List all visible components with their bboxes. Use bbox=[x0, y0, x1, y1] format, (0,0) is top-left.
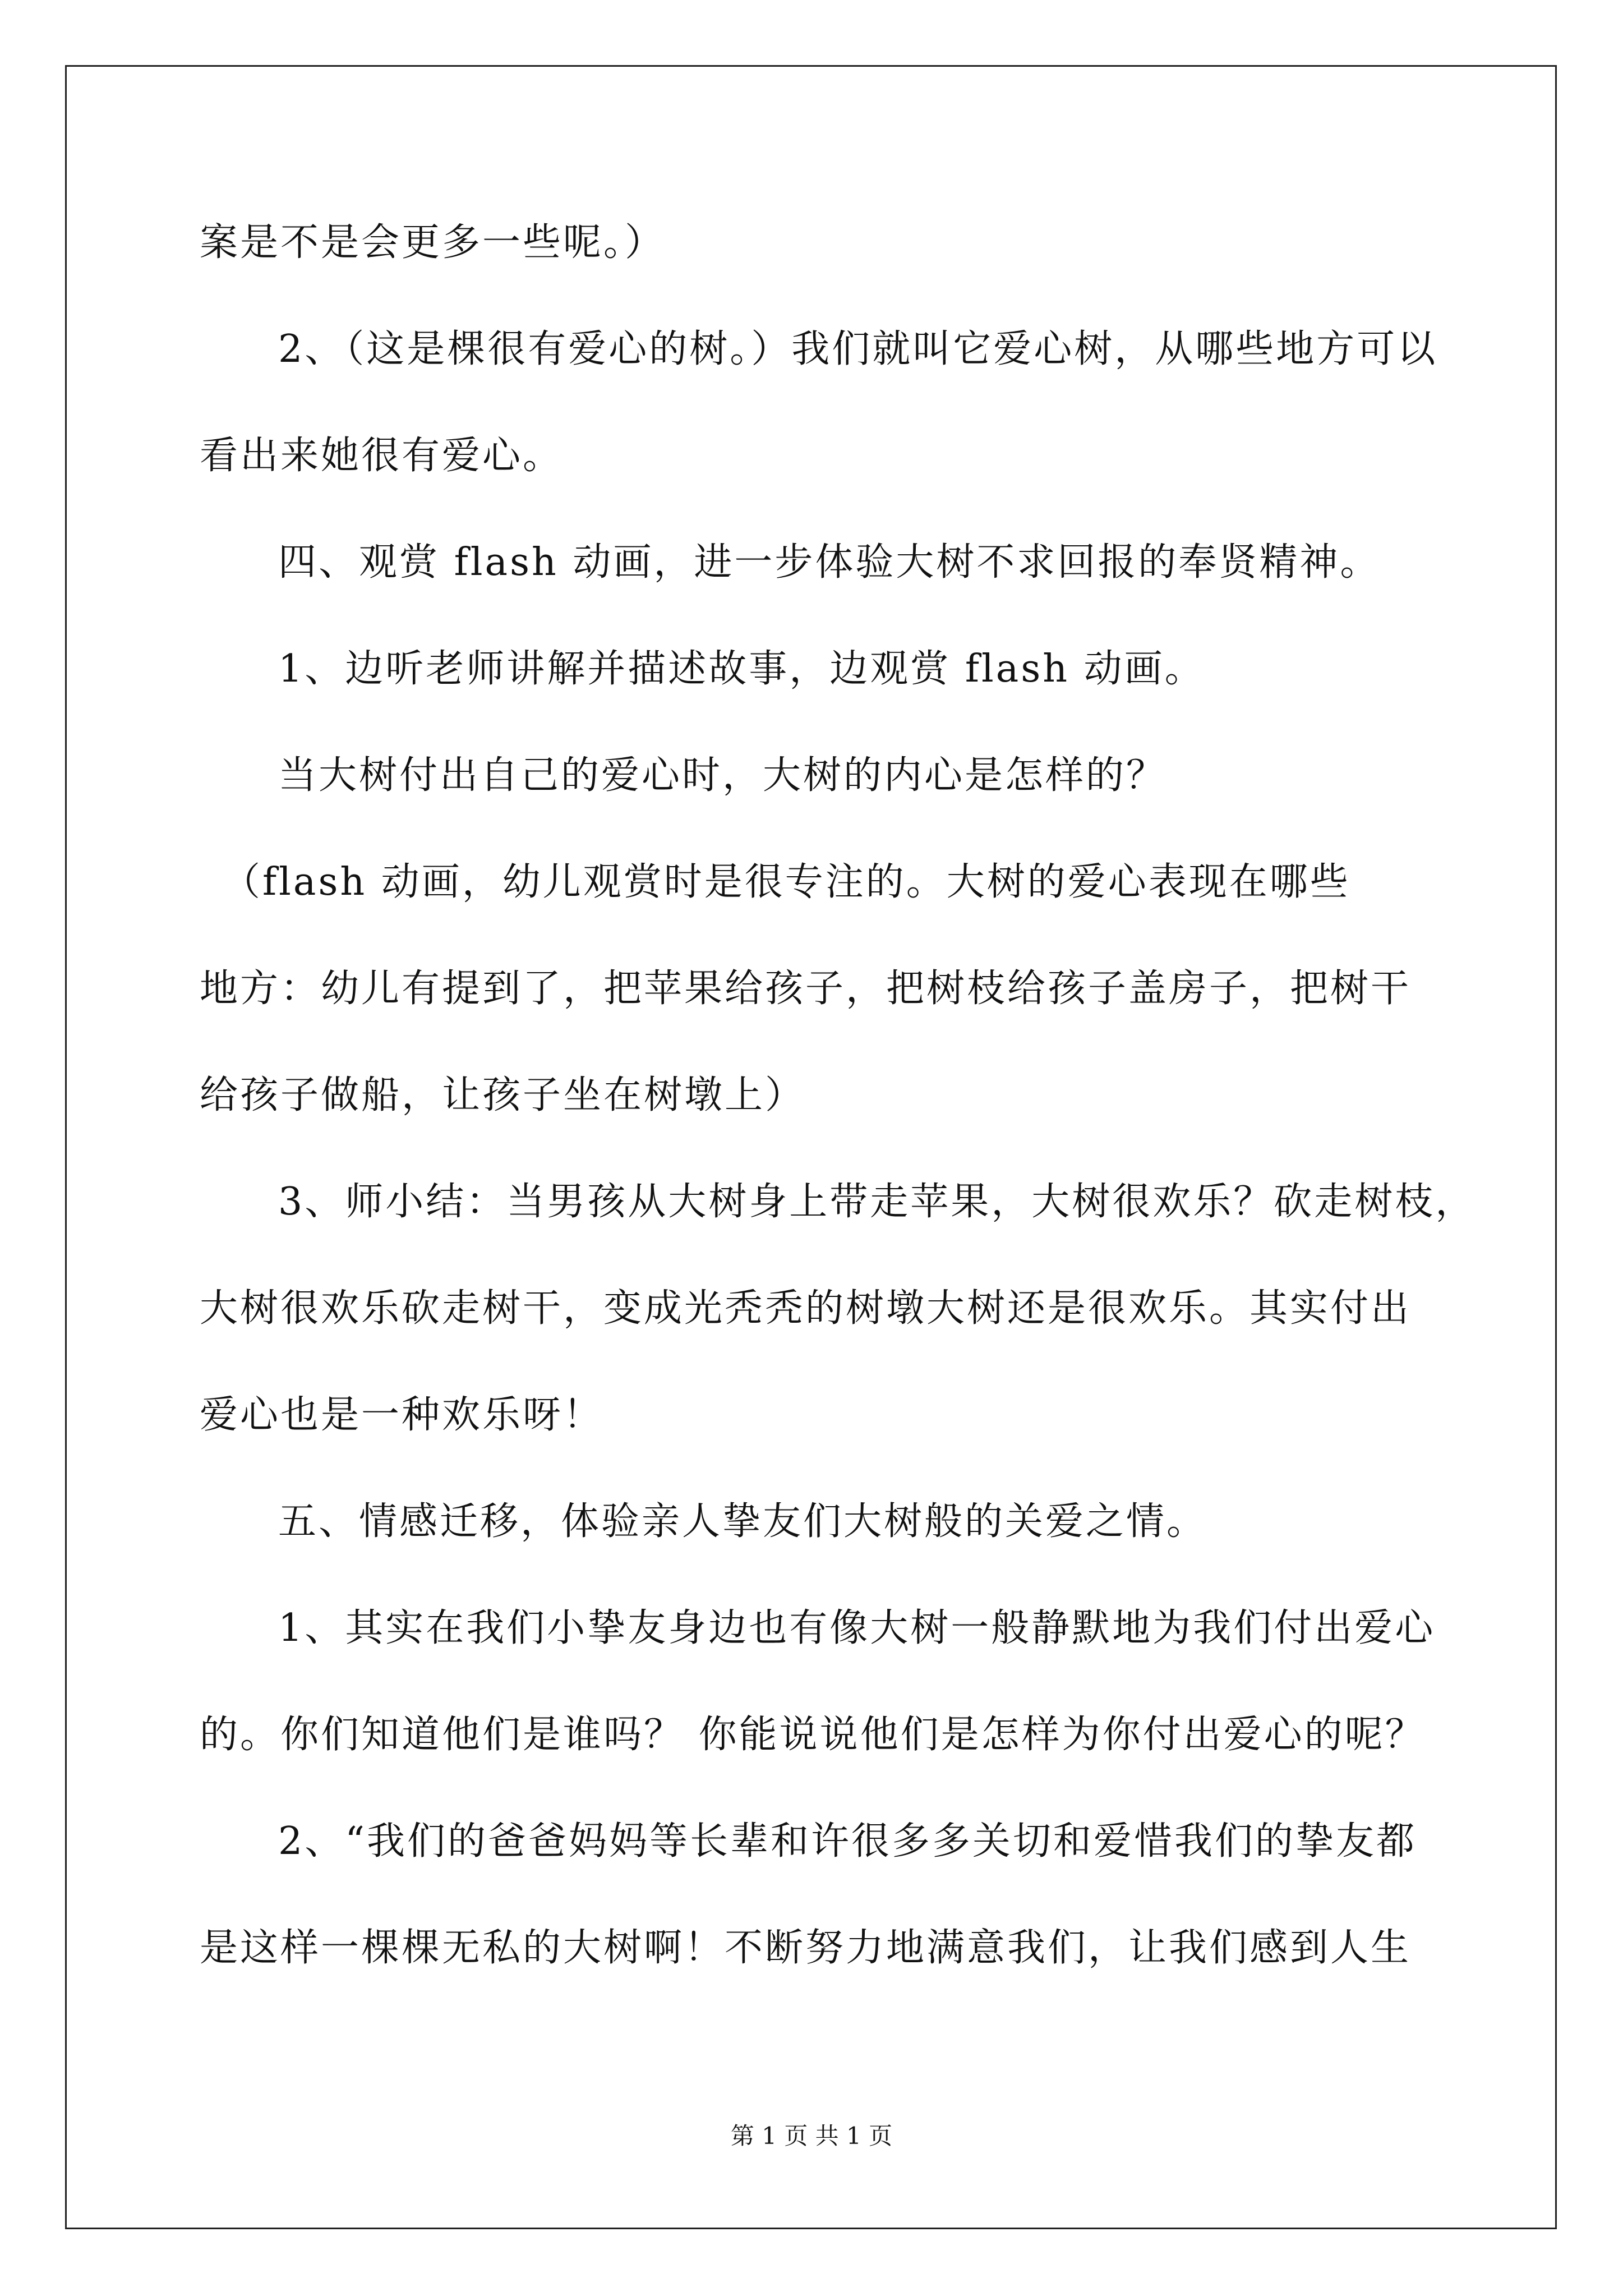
page-footer: 第 1 页 共 1 页 bbox=[730, 2122, 893, 2150]
text-line: 大树很欢乐砍走树干，变成光秃秃的树墩大树还是很欢乐。其实付出 bbox=[200, 1286, 1412, 1331]
text-line: （flash 动画，幼儿观赏时是很专注的。大树的爱心表现在哪些 bbox=[222, 860, 1350, 904]
text-line: 当大树付出自己的爱心时，大树的内心是怎样的？ bbox=[278, 753, 1167, 798]
section-heading: 四、观赏 flash 动画，进一步体验大树不求回报的奉贤精神。 bbox=[278, 540, 1381, 585]
text-line: 1、其实在我们小挚友身边也有像大树一般静默地为我们付出爱心 bbox=[278, 1606, 1436, 1650]
text-line: 3、师小结：当男孩从大树身上带走苹果，大树很欢乐？砍走树枝， bbox=[278, 1180, 1476, 1224]
text-line: 地方：幼儿有提到了，把苹果给孩子，把树枝给孩子盖房子，把树干 bbox=[200, 967, 1412, 1011]
text-line: 2、（这是棵很有爱心的树。）我们就叫它爱心树，从哪些地方可以 bbox=[278, 327, 1438, 371]
text-line: 案是不是会更多一些呢。） bbox=[200, 220, 666, 265]
text-line: 给孩子做船，让孩子坐在树墩上） bbox=[200, 1073, 806, 1117]
text-line: 1、边听老师讲解并描述故事，边观赏 flash 动画。 bbox=[278, 647, 1205, 691]
section-heading: 五、情感迁移，体验亲人挚友们大树般的关爱之情。 bbox=[278, 1499, 1207, 1544]
text-line: 2、“我们的爸爸妈妈等长辈和许很多多关切和爱惜我们的挚友都 bbox=[278, 1819, 1417, 1864]
text-line: 爱心也是一种欢乐呀！ bbox=[200, 1393, 604, 1437]
text-line: 的。你们知道他们是谁吗？ 你能说说他们是怎样为你付出爱心的呢？ bbox=[200, 1713, 1426, 1757]
text-line: 看出来她很有爱心。 bbox=[200, 434, 564, 478]
document-body bbox=[200, 216, 1476, 2028]
text-line: 是这样一棵棵无私的大树啊！不断努力地满意我们，让我们感到人生 bbox=[200, 1926, 1412, 1970]
